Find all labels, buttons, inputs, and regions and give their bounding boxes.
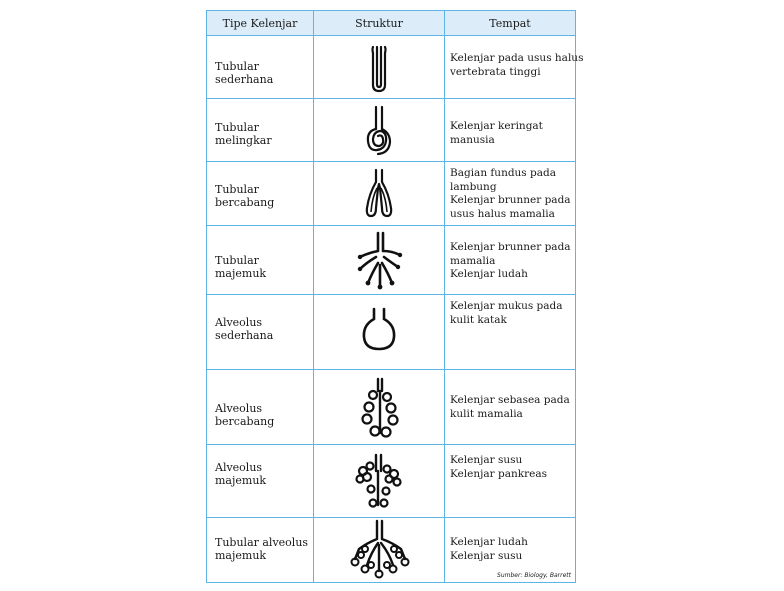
gland-location: Kelenjar ludah Kelenjar susu [450, 536, 528, 562]
gland-type-label: Tubular sederhana [215, 60, 274, 86]
header-type: Tipe Kelenjar [207, 11, 314, 35]
header-place: Tempat [489, 16, 531, 30]
gland-type-label: Alveolus bercabang [215, 402, 275, 428]
gland-types-table [206, 10, 584, 583]
table-row [207, 295, 575, 370]
gland-location: Kelenjar mukus pada kulit katak [450, 300, 563, 326]
table-row [207, 36, 584, 99]
gland-type-label: Tubular majemuk [215, 254, 267, 280]
header-structure: Struktur [314, 11, 445, 35]
gland-type-label: Tubular bercabang [215, 183, 275, 209]
gland-type-label: Alveolus majemuk [215, 461, 267, 487]
gland-location: Bagian fundus pada lambung Kelenjar brunner pada usus halus mamalia [450, 167, 571, 220]
compound-tubular-gland-icon [314, 226, 444, 294]
compound-tubuloalveolar-gland-icon [314, 518, 444, 582]
coiled-tubular-gland-icon [314, 99, 444, 161]
gland-type-label: Alveolus sederhana [215, 316, 274, 342]
table-row [207, 370, 575, 445]
source-citation: Sumber: Biology, Barrett [497, 572, 571, 579]
table-row [207, 99, 575, 162]
branched-tubular-gland-icon [314, 162, 444, 225]
gland-location: Kelenjar brunner pada mamalia Kelenjar ludah [450, 241, 571, 280]
gland-type-label: Tubular melingkar [215, 121, 272, 147]
table-row [207, 445, 575, 518]
branched-alveolar-gland-icon [314, 370, 444, 444]
gland-location: Kelenjar sebasea pada kulit mamalia [450, 394, 570, 420]
gland-type-label: Tubular alveolus majemuk [215, 536, 309, 562]
simple-tubular-gland-icon [314, 36, 444, 98]
gland-location: Kelenjar pada usus halus vertebrata tinggi [450, 52, 584, 78]
table-header-row [207, 11, 575, 36]
gland-location: Kelenjar keringat manusia [450, 120, 543, 146]
gland-location: Kelenjar susu Kelenjar pankreas [450, 454, 547, 480]
table-row [207, 518, 575, 582]
simple-alveolar-gland-icon [314, 295, 444, 369]
compound-alveolar-gland-icon [314, 445, 444, 517]
table-row [207, 162, 575, 226]
table-row [207, 226, 575, 295]
